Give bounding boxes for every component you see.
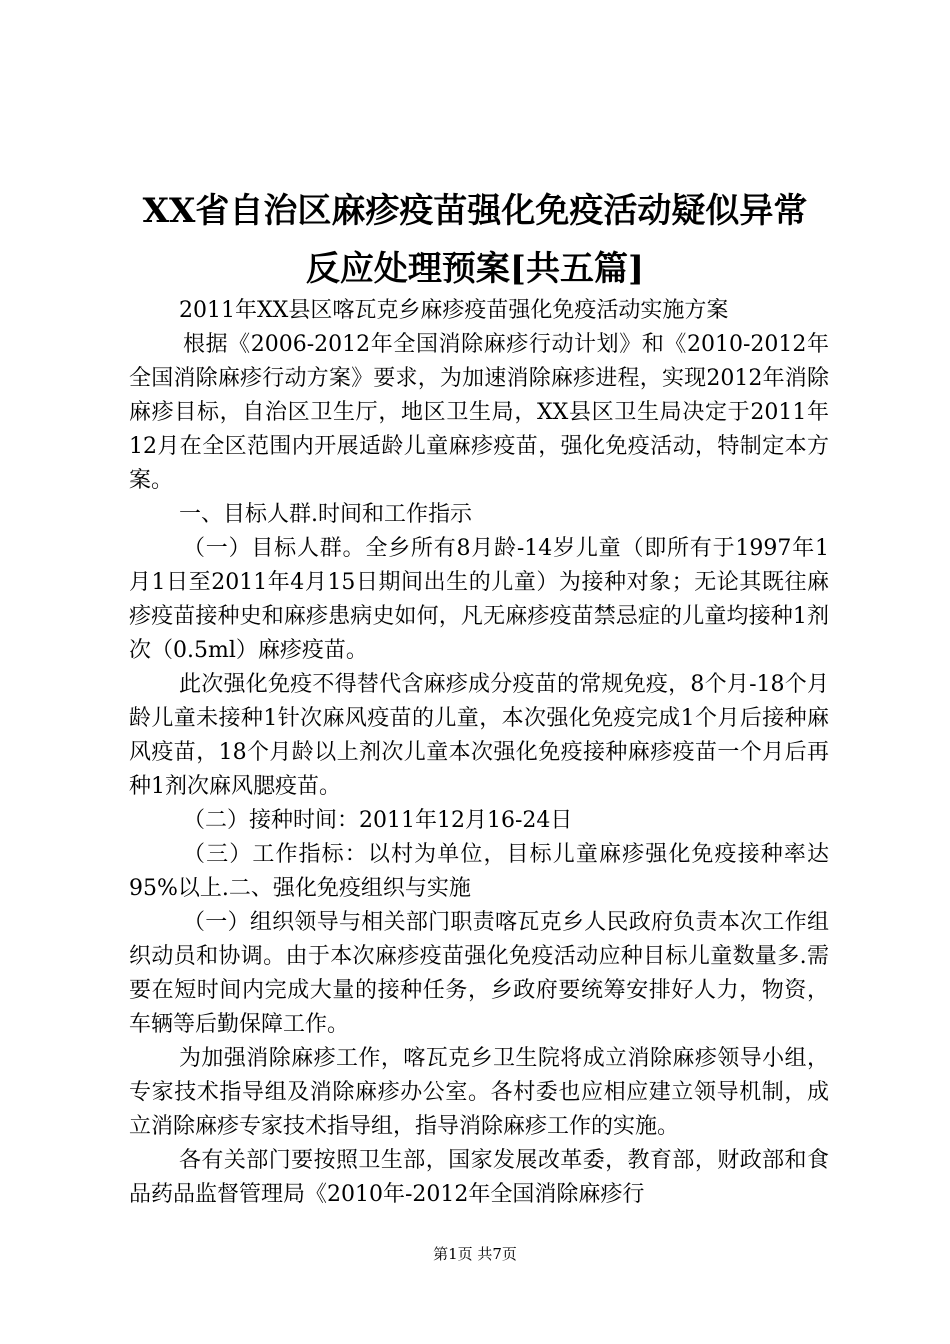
paragraph-intro: 根据《2006-2012年全国消除麻疹行动计划》和《2010-2012年全国消除麻疹行动方案》要求，为加速消除麻疹进程，实现2012年消除麻疹目标，自治区卫生厅，地区卫生局，XX县区卫生局决定于2011年12月在全区范围内开展适龄儿童麻疹疫苗，强化免疫活动，特制定本方案。 — [129, 332, 829, 493]
page-number-footer: 第1页 共7页 — [433, 1245, 517, 1263]
paragraph-leadership-group: 为加强消除麻疹工作，喀瓦克乡卫生院将成立消除麻疹领导小组，专家技术指导组及消除麻疹办公室。各村委也应相应建立领导机制，成立消除麻疹专家技术指导组，指导消除麻疹工作的实施。 — [129, 1046, 829, 1139]
paragraph-routine-immunization: 此次强化免疫不得替代含麻疹成分疫苗的常规免疫，8个月-18个月龄儿童未接种1针次麻风疫苗的儿童，本次强化免疫完成1个月后接种麻风疫苗，18个月龄以上剂次儿童本次强化免疫接种麻疹疫苗一个月后再种1剂次麻风腮疫苗。 — [129, 672, 829, 799]
paragraph-departments: 各有关部门要按照卫生部，国家发展改革委，教育部，财政部和食品药品监督管理局《2010年-2012年全国消除麻疹行 — [129, 1148, 829, 1207]
paragraph-vaccination-time: （二）接种时间：2011年12月16-24日 — [183, 808, 573, 833]
section-heading-1: 一、目标人群.时间和工作指示 — [179, 502, 472, 527]
document-title-line-2: 反应处理预案[共五篇] — [305, 249, 645, 289]
document-title-line-1: XX省自治区麻疹疫苗强化免疫活动疑似异常 — [142, 191, 808, 231]
document-body — [129, 294, 829, 1212]
document-subtitle: 2011年XX县区喀瓦克乡麻疹疫苗强化免疫活动实施方案 — [179, 298, 729, 323]
paragraph-organization: （一）组织领导与相关部门职责喀瓦克乡人民政府负责本次工作组织动员和协调。由于本次麻疹疫苗强化免疫活动应种目标儿童数量多.需要在短时间内完成大量的接种任务，乡政府要统筹安排好人力，物资，车辆等后勤保障工作。 — [129, 910, 829, 1037]
paragraph-work-indicators: （三）工作指标：以村为单位，目标儿童麻疹强化免疫接种率达95%以上.二、强化免疫组织与实施 — [129, 842, 829, 901]
paragraph-target-group: （一）目标人群。全乡所有8月龄-14岁儿童（即所有于1997年1月1日至2011年4月15日期间出生的儿童）为接种对象；无论其既往麻疹疫苗接种史和麻疹患病史如何，凡无麻疹疫苗禁忌症的儿童均接种1剂次（0.5ml）麻疹疫苗。 — [129, 536, 829, 663]
